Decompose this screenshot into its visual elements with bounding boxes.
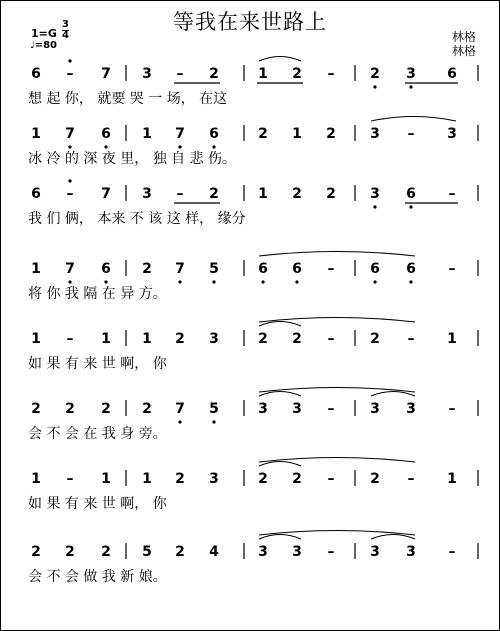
note-r1-5: –: [176, 66, 184, 82]
note-r7-7: 2: [258, 471, 268, 487]
note-r6-11: 3: [406, 401, 416, 417]
lyric-line-6: 会 不 会 在 我 身 旁。: [28, 426, 167, 442]
note-r7-6: 3: [209, 471, 219, 487]
octave-dot-below-r4-3: [104, 280, 107, 283]
note-r4-3: 6: [101, 261, 111, 277]
note-r2-12: 3: [447, 126, 457, 142]
note-r7-4: 1: [142, 471, 152, 487]
note-r4-5: 7: [175, 261, 185, 277]
note-r7-11: –: [407, 471, 415, 487]
note-r3-7: 1: [258, 186, 268, 202]
note-r4-11: 6: [406, 261, 416, 277]
lyric-line-1: 想 起 你， 就要 哭 一 场， 在这: [28, 91, 228, 107]
note-r2-11: –: [407, 126, 415, 142]
note-r1-12: 6: [447, 66, 457, 82]
octave-dot-below-r1-10: [373, 85, 376, 88]
note-r7-3: 1: [101, 471, 111, 487]
note-r4-10: 6: [370, 261, 380, 277]
note-r6-4: 2: [142, 401, 152, 417]
note-r3-4: 3: [142, 186, 152, 202]
note-r2-5: 7: [175, 126, 185, 142]
note-r6-8: 3: [292, 401, 302, 417]
octave-dot-below-r2-2: [68, 145, 71, 148]
lyric-line-5: 如 果 有 来 世 啊， 你: [28, 356, 167, 372]
note-r7-9: –: [327, 471, 335, 487]
octave-dot-below-r2-3: [104, 145, 107, 148]
note-r1-1: 6: [31, 66, 41, 82]
octave-dot-below-r4-2: [68, 280, 71, 283]
tie-r7-1: [259, 462, 301, 467]
tie-r8-1: [259, 535, 301, 540]
note-r8-6: 4: [209, 544, 219, 560]
note-r4-6: 5: [209, 261, 219, 277]
note-r7-5: 2: [175, 471, 185, 487]
note-r4-2: 7: [65, 261, 75, 277]
note-r8-2: 2: [65, 544, 75, 560]
note-r8-12: –: [448, 544, 456, 560]
note-r7-8: 2: [292, 471, 302, 487]
note-r3-10: 3: [370, 186, 380, 202]
note-r3-3: 7: [101, 186, 111, 202]
note-r1-3: 7: [101, 66, 111, 82]
octave-dot-below-r6-6: [212, 420, 215, 423]
note-r3-9: 2: [326, 186, 336, 202]
note-r3-2: –: [66, 186, 74, 202]
key-signature: 1=G: [31, 27, 57, 40]
note-r1-8: 2: [292, 66, 302, 82]
octave-dot-below-r4-7: [261, 280, 264, 283]
note-r2-10: 3: [370, 126, 380, 142]
note-r8-9: –: [327, 544, 335, 560]
note-r6-3: 2: [101, 401, 111, 417]
note-r2-8: 1: [292, 126, 302, 142]
octave-dot-below-r4-8: [295, 280, 298, 283]
tie-r5-1: [259, 322, 301, 327]
note-r1-4: 3: [142, 66, 152, 82]
note-r5-9: –: [327, 331, 335, 347]
note-r6-9: –: [327, 401, 335, 417]
octave-dot-below-r6-5: [178, 420, 181, 423]
credit-composer: 林格: [452, 44, 477, 58]
note-r4-8: 6: [292, 261, 302, 277]
lyric-line-4: 将 你 我 隔 在 异 方。: [28, 286, 167, 302]
note-r5-6: 3: [209, 331, 219, 347]
note-r6-10: 3: [370, 401, 380, 417]
note-r2-7: 2: [258, 126, 268, 142]
octave-dot-below-r4-6: [212, 280, 215, 283]
note-r8-11: 3: [406, 544, 416, 560]
note-r4-1: 1: [31, 261, 41, 277]
octave-dot-above-r1-2: [68, 59, 71, 62]
note-r5-10: 2: [370, 331, 380, 347]
note-r6-12: –: [448, 401, 456, 417]
note-r8-7: 3: [258, 544, 268, 560]
octave-dot-below-r4-11: [409, 280, 412, 283]
octave-dot-below-r1-11: [409, 85, 412, 88]
note-r5-12: 1: [447, 331, 457, 347]
note-r1-6: 2: [209, 66, 219, 82]
note-r3-5: –: [176, 186, 184, 202]
time-signature-bottom: 4: [62, 30, 69, 41]
note-r1-7: 1: [258, 66, 268, 82]
octave-dot-below-r2-5: [178, 145, 181, 148]
note-r5-1: 1: [31, 331, 41, 347]
tie-r4-1: [259, 252, 415, 257]
note-r5-2: –: [66, 331, 74, 347]
note-r4-4: 2: [142, 261, 152, 277]
note-r6-6: 5: [209, 401, 219, 417]
note-r4-7: 6: [258, 261, 268, 277]
note-r4-12: –: [448, 261, 456, 277]
note-r5-3: 1: [101, 331, 111, 347]
note-r7-2: –: [66, 471, 74, 487]
note-r3-1: 6: [31, 186, 41, 202]
note-r5-4: 1: [142, 331, 152, 347]
octave-dot-below-r3-10: [373, 205, 376, 208]
note-r5-7: 2: [258, 331, 268, 347]
note-r5-5: 2: [175, 331, 185, 347]
note-r5-8: 2: [292, 331, 302, 347]
note-r7-1: 1: [31, 471, 41, 487]
note-r6-1: 2: [31, 401, 41, 417]
note-r6-5: 7: [175, 401, 185, 417]
note-r3-12: –: [448, 186, 456, 202]
octave-dot-below-r3-11: [409, 205, 412, 208]
tie-r1-1: [259, 57, 301, 62]
note-r7-12: 1: [447, 471, 457, 487]
credit-lyricist: 林格: [452, 30, 477, 44]
lyric-line-2: 冰 冷 的 深 夜 里， 独 自 悲 伤。: [28, 151, 237, 167]
note-r2-2: 7: [65, 126, 75, 142]
tie-r6-1: [259, 392, 301, 397]
octave-dot-below-r4-10: [373, 280, 376, 283]
note-r6-7: 3: [258, 401, 268, 417]
note-r5-11: –: [407, 331, 415, 347]
tie-r2-1: [371, 117, 456, 122]
page-title: 等我在来世路上: [173, 10, 327, 34]
note-r2-9: 2: [326, 126, 336, 142]
note-r2-6: 6: [209, 126, 219, 142]
note-r8-1: 2: [31, 544, 41, 560]
note-r2-4: 1: [142, 126, 152, 142]
tie-r6-3: [371, 392, 415, 397]
note-r1-2: –: [66, 66, 74, 82]
lyric-line-8: 会 不 会 做 我 新 娘。: [28, 569, 167, 585]
octave-dot-above-r3-2: [68, 179, 71, 182]
note-r8-5: 2: [175, 544, 185, 560]
note-r7-10: 2: [370, 471, 380, 487]
note-r3-8: 2: [292, 186, 302, 202]
note-r2-1: 1: [31, 126, 41, 142]
tie-r8-3: [371, 535, 415, 540]
octave-dot-below-r2-6: [212, 145, 215, 148]
note-r8-10: 3: [370, 544, 380, 560]
note-r1-10: 2: [370, 66, 380, 82]
note-r1-11: 3: [406, 66, 416, 82]
note-r8-3: 2: [101, 544, 111, 560]
note-r1-9: –: [327, 66, 335, 82]
octave-dot-below-r4-5: [178, 280, 181, 283]
lyric-line-3: 我 们 俩， 本来 不 该 这 样， 缘分: [28, 211, 246, 227]
note-r3-6: 2: [209, 186, 219, 202]
note-r3-11: 6: [406, 186, 416, 202]
note-r8-8: 3: [292, 544, 302, 560]
note-r6-2: 2: [65, 401, 75, 417]
note-r2-3: 6: [101, 126, 111, 142]
tempo-marking: ♩=80: [30, 40, 58, 51]
note-r4-9: –: [327, 261, 335, 277]
time-signature-top: 3: [62, 19, 69, 30]
lyric-line-7: 如 果 有 来 世 啊， 你: [28, 496, 167, 512]
note-r8-4: 5: [142, 544, 152, 560]
